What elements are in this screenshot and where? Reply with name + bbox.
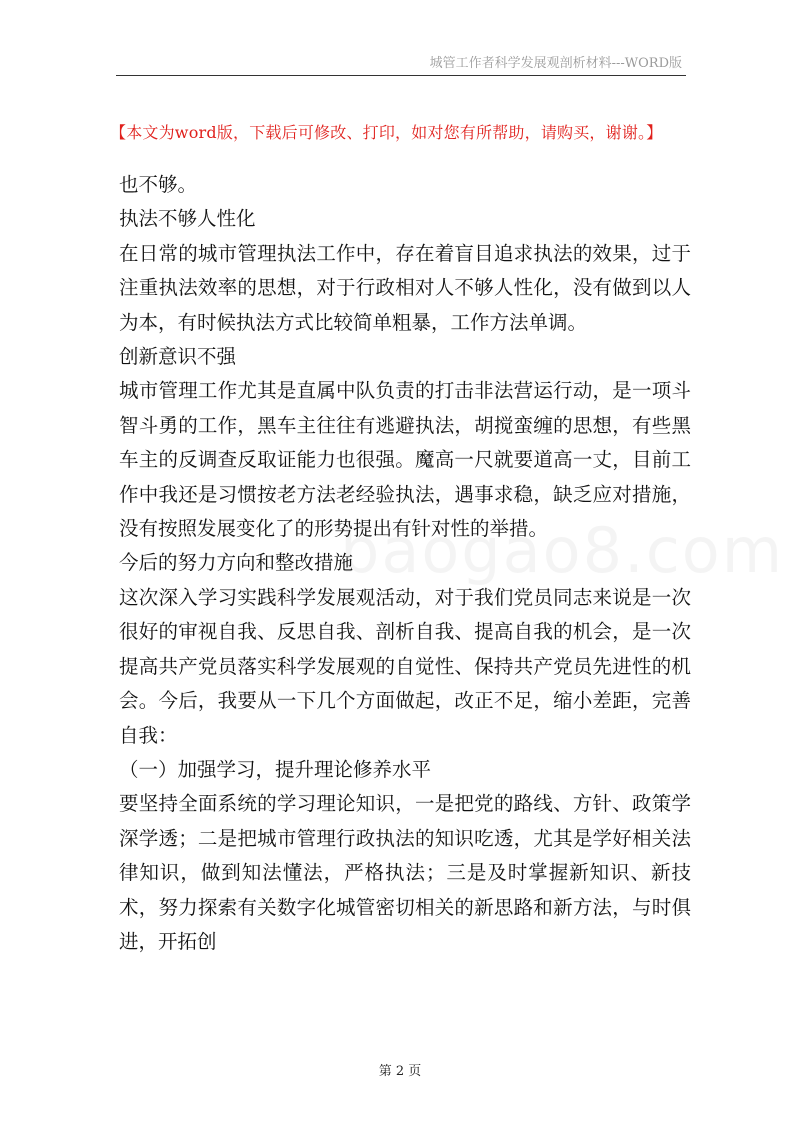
paragraph-study: 要坚持全面系统的学习理论知识，一是把党的路线、方针、政策学深学透；二是把城市管理行政执法的知识吃透，尤其是学好相关法律知识，做到知法懂法，严格执法；三是及时掌握新知识、新技术，努力探索有关数字化城管密切相关的新思路和新方法，与时俱进，开拓创 bbox=[119, 792, 691, 953]
section-heading-innovation: 创新意识不强 bbox=[119, 345, 237, 369]
paragraph-continuation: 也不够。 bbox=[119, 173, 198, 196]
page-number: 第 2 页 bbox=[378, 1064, 422, 1079]
document-body bbox=[119, 168, 691, 959]
paragraph-measures: 这次深入学习实践科学发展观活动，对于我们党员同志来说是一次很好的审视自我、反思自我、剖析自我、提高自我的机会，是一次提高共产党员落实科学发展观的自觉性、保持共产党员先进性的机会。今后，我要从一下几个方面做起，改正不足，缩小差距，完善自我： bbox=[119, 585, 691, 747]
section-heading-humane: 执法不够人性化 bbox=[119, 207, 256, 231]
purchase-notice: 【本文为word版，下载后可修改、打印，如对您有所帮助，请购买，谢谢。】 bbox=[110, 123, 663, 142]
subheading-study: （一）加强学习，提升理论修养水平 bbox=[119, 757, 432, 781]
section-heading-measures: 今后的努力方向和整改措施 bbox=[119, 551, 354, 575]
paragraph-humane: 在日常的城市管理执法工作中，存在着盲目追求执法的效果，过于注重执法效率的思想，对于行政相对人不够人性化，没有做到以人为本，有时候执法方式比较简单粗暴，工作方法单调。 bbox=[119, 241, 691, 334]
running-header-title: 城管工作者科学发展观剖析材料---WORD版 bbox=[429, 56, 682, 71]
paragraph-innovation: 城市管理工作尤其是直属中队负责的打击非法营运行动，是一项斗智斗勇的工作，黑车主往往有逃避执法，胡搅蛮缠的思想，有些黑车主的反调查反取证能力也很强。魔高一尺就要道高一丈，目前工作中我还是习惯按老方法老经验执法，遇事求稳，缺乏应对措施，没有按照发展变化了的形势提出有针对性的举措。 bbox=[119, 379, 691, 541]
header-divider bbox=[116, 75, 686, 76]
